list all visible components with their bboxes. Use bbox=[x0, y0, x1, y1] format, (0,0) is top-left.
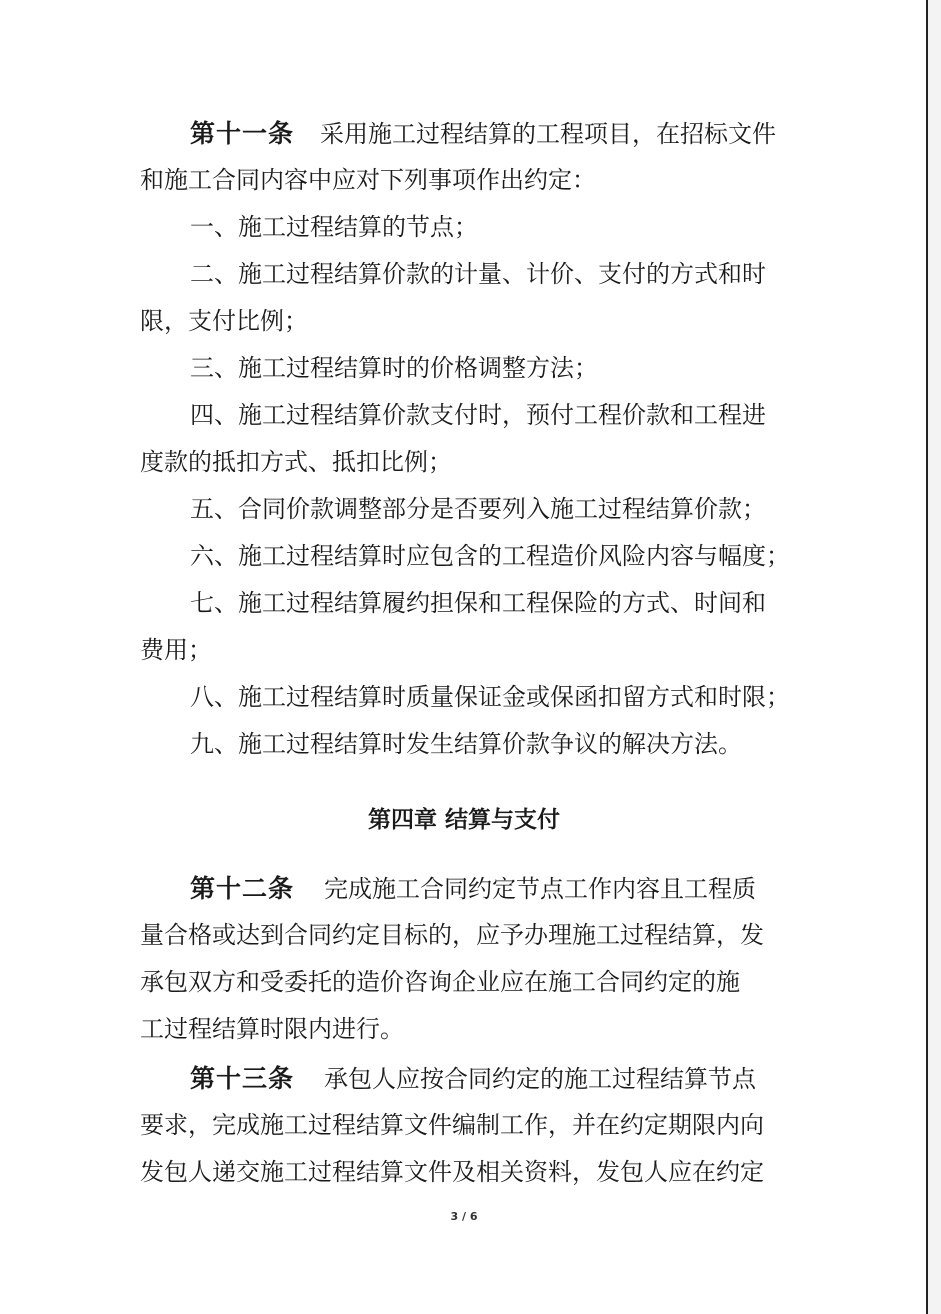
article-11-line-2: 和施工合同内容中应对下列事项作出约定： bbox=[140, 166, 596, 194]
article-13-text: 承包人应按合同约定的施工过程结算节点 bbox=[324, 1065, 757, 1093]
article-11-item-7-cont: 费用； bbox=[140, 636, 212, 664]
article-12-line-4: 工过程结算时限内进行。 bbox=[140, 1015, 404, 1043]
article-11-item-3: 三、施工过程结算时的价格调整方法； bbox=[190, 354, 598, 382]
article-12-text: 完成施工合同约定节点工作内容且工程质 bbox=[324, 875, 757, 903]
article-13-first-line bbox=[190, 1055, 756, 1103]
article-11-item-2: 二、施工过程结算价款的计量、计价、支付的方式和时 bbox=[190, 260, 766, 288]
chapter-heading: 第四章 结算与支付 bbox=[367, 807, 560, 833]
article-12-first-line bbox=[190, 865, 756, 913]
article-12-line-2: 量合格或达到合同约定目标的，应予办理施工过程结算，发 bbox=[140, 921, 764, 949]
page-number: 3 / 6 bbox=[450, 1210, 478, 1223]
article-11-text: 采用施工过程结算的工程项目，在招标文件 bbox=[320, 120, 777, 148]
article-11-first-line bbox=[190, 110, 776, 158]
article-13-label: 第十三条 bbox=[190, 1064, 295, 1093]
article-11-item-5: 五、合同价款调整部分是否要列入施工过程结算价款； bbox=[190, 495, 766, 523]
article-13-line-3: 发包人递交施工过程结算文件及相关资料，发包人应在约定 bbox=[140, 1158, 764, 1186]
article-12-label: 第十二条 bbox=[190, 874, 295, 903]
article-11-item-2-cont: 限，支付比例； bbox=[140, 307, 308, 335]
article-11-label: 第十一条 bbox=[190, 119, 295, 148]
article-11-item-9: 九、施工过程结算时发生结算价款争议的解决方法。 bbox=[190, 730, 742, 758]
article-11-item-8: 八、施工过程结算时质量保证金或保函扣留方式和时限； bbox=[190, 683, 790, 711]
article-11-item-4-cont: 度款的抵扣方式、抵扣比例； bbox=[140, 448, 452, 476]
article-13-line-2: 要求，完成施工过程结算文件编制工作，并在约定期限内向 bbox=[140, 1111, 764, 1139]
article-12-line-3: 承包双方和受委托的造价咨询企业应在施工合同约定的施 bbox=[140, 968, 740, 996]
article-11-item-7: 七、施工过程结算履约担保和工程保险的方式、时间和 bbox=[190, 589, 766, 617]
article-11-item-6: 六、施工过程结算时应包含的工程造价风险内容与幅度； bbox=[190, 542, 790, 570]
viewer-gutter bbox=[928, 0, 941, 1314]
article-11-item-1: 一、施工过程结算的节点； bbox=[190, 213, 478, 241]
article-11-item-4: 四、施工过程结算价款支付时，预付工程价款和工程进 bbox=[190, 401, 766, 429]
